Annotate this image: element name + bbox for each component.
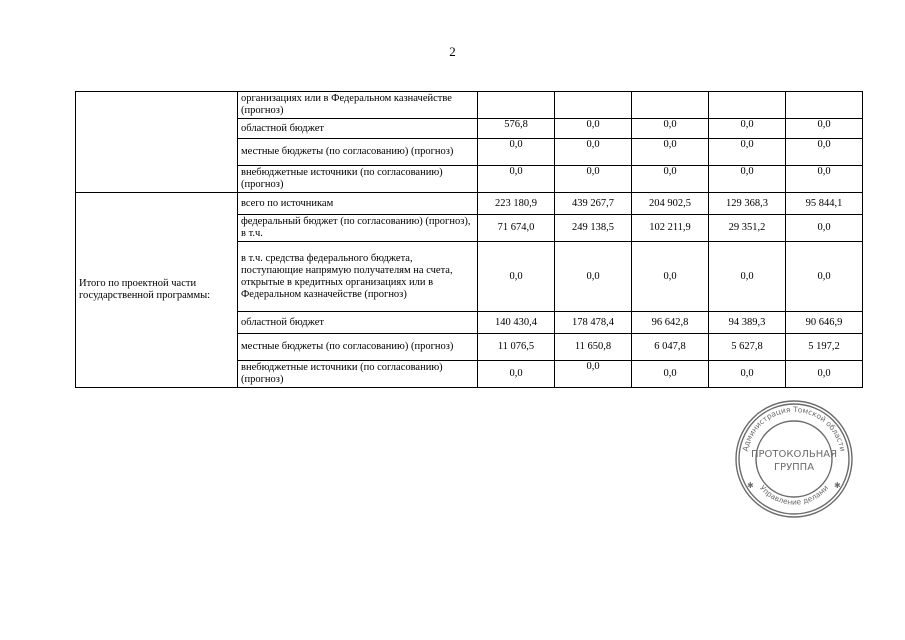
value-cell: 0,0 <box>555 139 632 166</box>
table-row <box>76 193 863 215</box>
empty-group-cell <box>76 92 238 193</box>
value-cell: 94 389,3 <box>709 312 786 334</box>
row-label: областной бюджет <box>238 312 478 334</box>
value-cell: 0,0 <box>709 361 786 388</box>
value-cell: 11 650,8 <box>555 334 632 361</box>
value-cell: 102 211,9 <box>632 215 709 242</box>
value-cell: 71 674,0 <box>478 215 555 242</box>
value-cell: 0,0 <box>632 119 709 139</box>
row-label: всего по источникам <box>238 193 478 215</box>
value-cell: 129 368,3 <box>709 193 786 215</box>
value-cell <box>555 92 632 119</box>
value-cell: 0,0 <box>478 166 555 193</box>
stamp-star-icon: ✱ <box>747 481 754 490</box>
value-cell: 0,0 <box>786 166 863 193</box>
value-cell: 439 267,7 <box>555 193 632 215</box>
row-label: внебюджетные источники (по согласованию) (прогноз) <box>238 166 478 193</box>
value-cell: 249 138,5 <box>555 215 632 242</box>
value-cell: 5 197,2 <box>786 334 863 361</box>
value-cell: 0,0 <box>786 215 863 242</box>
value-cell: 0,0 <box>709 119 786 139</box>
stamp-outer-text: Администрация Томской области <box>740 404 848 453</box>
value-cell: 0,0 <box>478 361 555 388</box>
row-label: местные бюджеты (по согласованию) (прогноз) <box>238 334 478 361</box>
value-cell: 29 351,2 <box>709 215 786 242</box>
row-label: федеральный бюджет (по согласованию) (прогноз), в т.ч. <box>238 215 478 242</box>
value-cell: 0,0 <box>555 119 632 139</box>
value-cell: 0,0 <box>632 166 709 193</box>
value-cell: 0,0 <box>632 139 709 166</box>
value-cell: 0,0 <box>786 119 863 139</box>
value-cell: 0,0 <box>709 166 786 193</box>
value-cell: 223 180,9 <box>478 193 555 215</box>
value-cell: 0,0 <box>555 166 632 193</box>
value-cell <box>478 92 555 119</box>
row-label: внебюджетные источники (по согласованию) (прогноз) <box>238 361 478 388</box>
stamp <box>733 398 855 520</box>
value-cell: 0,0 <box>555 361 632 388</box>
stamp-center-line1: ПРОТОКОЛЬНАЯ <box>750 449 838 460</box>
value-cell: 0,0 <box>786 139 863 166</box>
value-cell: 140 430,4 <box>478 312 555 334</box>
row-label: в т.ч. средства федерального бюджета, поступающие напрямую получателям на счета, открытые в кредитных организациях или в Федеральном казначействе (прогноз) <box>238 242 478 312</box>
value-cell: 0,0 <box>632 361 709 388</box>
stamp-seal-icon <box>733 398 855 520</box>
value-cell: 0,0 <box>786 361 863 388</box>
row-label: организациях или в Федеральном казначействе (прогноз) <box>238 92 478 119</box>
value-cell: 0,0 <box>632 242 709 312</box>
value-cell: 0,0 <box>709 139 786 166</box>
stamp-bottom-text: Управление делами <box>757 483 831 507</box>
row-label: местные бюджеты (по согласованию) (прогноз) <box>238 139 478 166</box>
total-group-title: Итого по проектной части государственной программы: <box>76 193 238 388</box>
value-cell: 5 627,8 <box>709 334 786 361</box>
value-cell: 0,0 <box>555 242 632 312</box>
value-cell: 0,0 <box>786 242 863 312</box>
stamp-star-icon: ✱ <box>834 481 841 490</box>
value-cell: 11 076,5 <box>478 334 555 361</box>
value-cell <box>709 92 786 119</box>
budget-table <box>75 91 863 388</box>
value-cell: 0,0 <box>709 242 786 312</box>
value-cell: 576,8 <box>478 119 555 139</box>
value-cell: 6 047,8 <box>632 334 709 361</box>
row-label: областной бюджет <box>238 119 478 139</box>
page-number: 2 <box>449 44 456 59</box>
stamp-center-line2: ГРУППА <box>773 462 815 473</box>
value-cell: 0,0 <box>478 242 555 312</box>
value-cell: 204 902,5 <box>632 193 709 215</box>
value-cell: 178 478,4 <box>555 312 632 334</box>
value-cell: 96 642,8 <box>632 312 709 334</box>
value-cell <box>786 92 863 119</box>
value-cell: 0,0 <box>478 139 555 166</box>
value-cell: 95 844,1 <box>786 193 863 215</box>
value-cell <box>632 92 709 119</box>
table-row <box>76 92 863 119</box>
value-cell: 90 646,9 <box>786 312 863 334</box>
